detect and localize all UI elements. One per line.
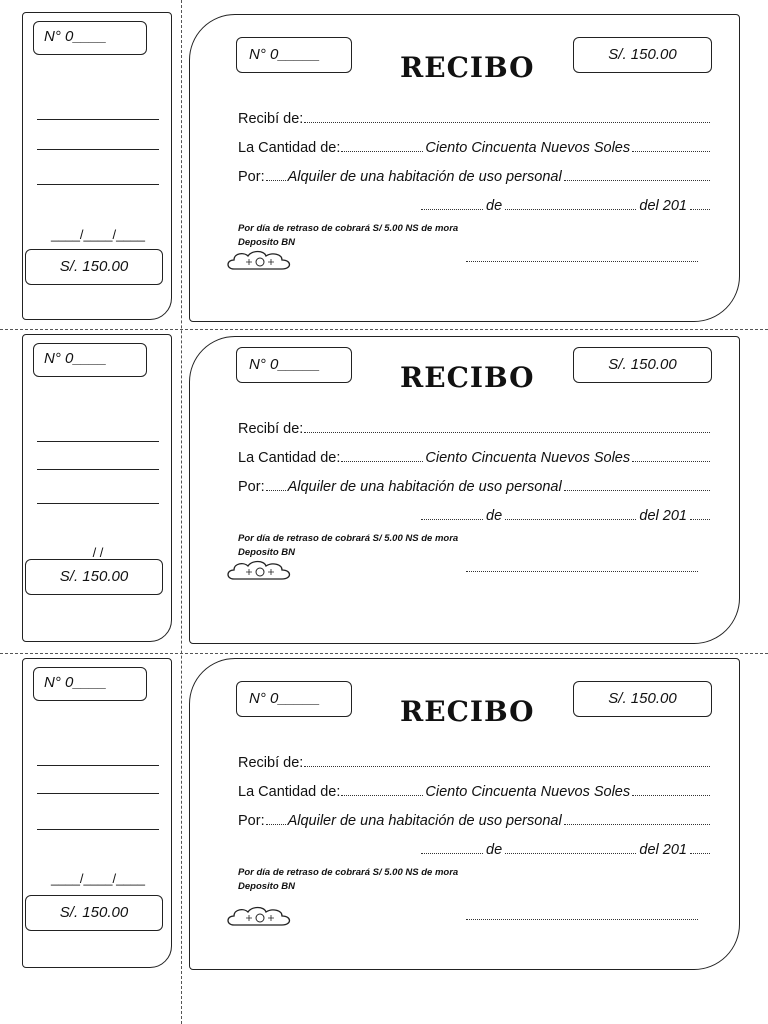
receipt-stub — [22, 12, 172, 320]
receipt-title: RECIBO — [400, 695, 535, 728]
late-fee-note: Por día de retraso de cobrará S/ 5.00 NS de mora — [238, 223, 459, 234]
quantity-value: Ciento Cincuenta Nuevos Soles — [425, 450, 631, 466]
date-field — [420, 194, 711, 214]
signature-line — [466, 261, 698, 262]
date-field — [420, 838, 711, 858]
quantity-field — [238, 136, 711, 156]
late-fee-note: Por día de retraso de cobrará S/ 5.00 NS de mora — [238, 867, 459, 878]
receipt-stub — [22, 658, 172, 968]
date-de-label: de — [486, 508, 503, 524]
cloud-stamp-icon — [224, 903, 296, 931]
received-from-label: Recibí de: — [238, 111, 304, 127]
for-value: Alquiler de una habitación de uso personal — [287, 169, 562, 185]
for-field — [238, 165, 711, 185]
receipt-card — [189, 14, 740, 322]
receipt-stub — [22, 334, 172, 642]
quantity-field — [238, 780, 711, 800]
receipt-number: N° 0_____ — [236, 681, 352, 717]
stub-amount: S/. 150.00 — [25, 559, 163, 595]
received-from-field — [238, 107, 711, 127]
received-from-field — [238, 417, 711, 437]
stub-blank-line — [37, 441, 159, 442]
quantity-label: La Cantidad de: — [238, 450, 341, 466]
stub-date: / / — [92, 545, 104, 560]
stub-blank-line — [37, 119, 159, 120]
receipt-title: RECIBO — [400, 361, 535, 394]
receipt-number: N° 0_____ — [236, 347, 352, 383]
quantity-label: La Cantidad de: — [238, 140, 341, 156]
date-de-label: de — [486, 842, 503, 858]
stub-number: N° 0____ — [33, 667, 147, 701]
receipt-amount: S/. 150.00 — [573, 37, 712, 73]
receipt-row-1 — [0, 0, 768, 330]
stub-blank-line — [37, 503, 159, 504]
for-field — [238, 809, 711, 829]
receipt-card — [189, 336, 740, 644]
quantity-value: Ciento Cincuenta Nuevos Soles — [425, 140, 631, 156]
late-fee-note: Por día de retraso de cobrará S/ 5.00 NS de mora — [238, 533, 459, 544]
date-del-label: del 201 — [639, 842, 687, 858]
stub-date: ____/____/____ — [51, 871, 145, 886]
stub-number: N° 0____ — [33, 21, 147, 55]
deposit-note: Deposito BN — [238, 237, 295, 248]
receipt-number: N° 0_____ — [236, 37, 352, 73]
date-del-label: del 201 — [639, 508, 687, 524]
for-field — [238, 475, 711, 495]
stub-amount: S/. 150.00 — [25, 895, 163, 931]
stub-amount: S/. 150.00 — [25, 249, 163, 285]
receipt-amount: S/. 150.00 — [573, 681, 712, 717]
received-from-field — [238, 751, 711, 771]
deposit-note: Deposito BN — [238, 547, 295, 558]
receipt-card — [189, 658, 740, 970]
for-label: Por: — [238, 169, 265, 185]
cloud-stamp-icon — [224, 247, 296, 275]
date-field — [420, 504, 711, 524]
received-from-label: Recibí de: — [238, 755, 304, 771]
stub-blank-line — [37, 184, 159, 185]
date-de-label: de — [486, 198, 503, 214]
cloud-stamp-icon — [224, 557, 296, 585]
for-value: Alquiler de una habitación de uso personal — [287, 813, 562, 829]
received-from-label: Recibí de: — [238, 421, 304, 437]
quantity-label: La Cantidad de: — [238, 784, 341, 800]
for-label: Por: — [238, 813, 265, 829]
stub-blank-line — [37, 149, 159, 150]
quantity-value: Ciento Cincuenta Nuevos Soles — [425, 784, 631, 800]
quantity-field — [238, 446, 711, 466]
stub-blank-line — [37, 829, 159, 830]
stub-blank-line — [37, 469, 159, 470]
receipt-row-3 — [0, 652, 768, 982]
stub-number: N° 0____ — [33, 343, 147, 377]
date-del-label: del 201 — [639, 198, 687, 214]
for-label: Por: — [238, 479, 265, 495]
signature-line — [466, 571, 698, 572]
receipt-title: RECIBO — [400, 51, 535, 84]
for-value: Alquiler de una habitación de uso personal — [287, 479, 562, 495]
stub-blank-line — [37, 793, 159, 794]
receipt-row-2 — [0, 330, 768, 652]
stub-blank-line — [37, 765, 159, 766]
signature-line — [466, 919, 698, 920]
stub-date: ____/____/____ — [51, 227, 145, 242]
deposit-note: Deposito BN — [238, 881, 295, 892]
receipt-amount: S/. 150.00 — [573, 347, 712, 383]
